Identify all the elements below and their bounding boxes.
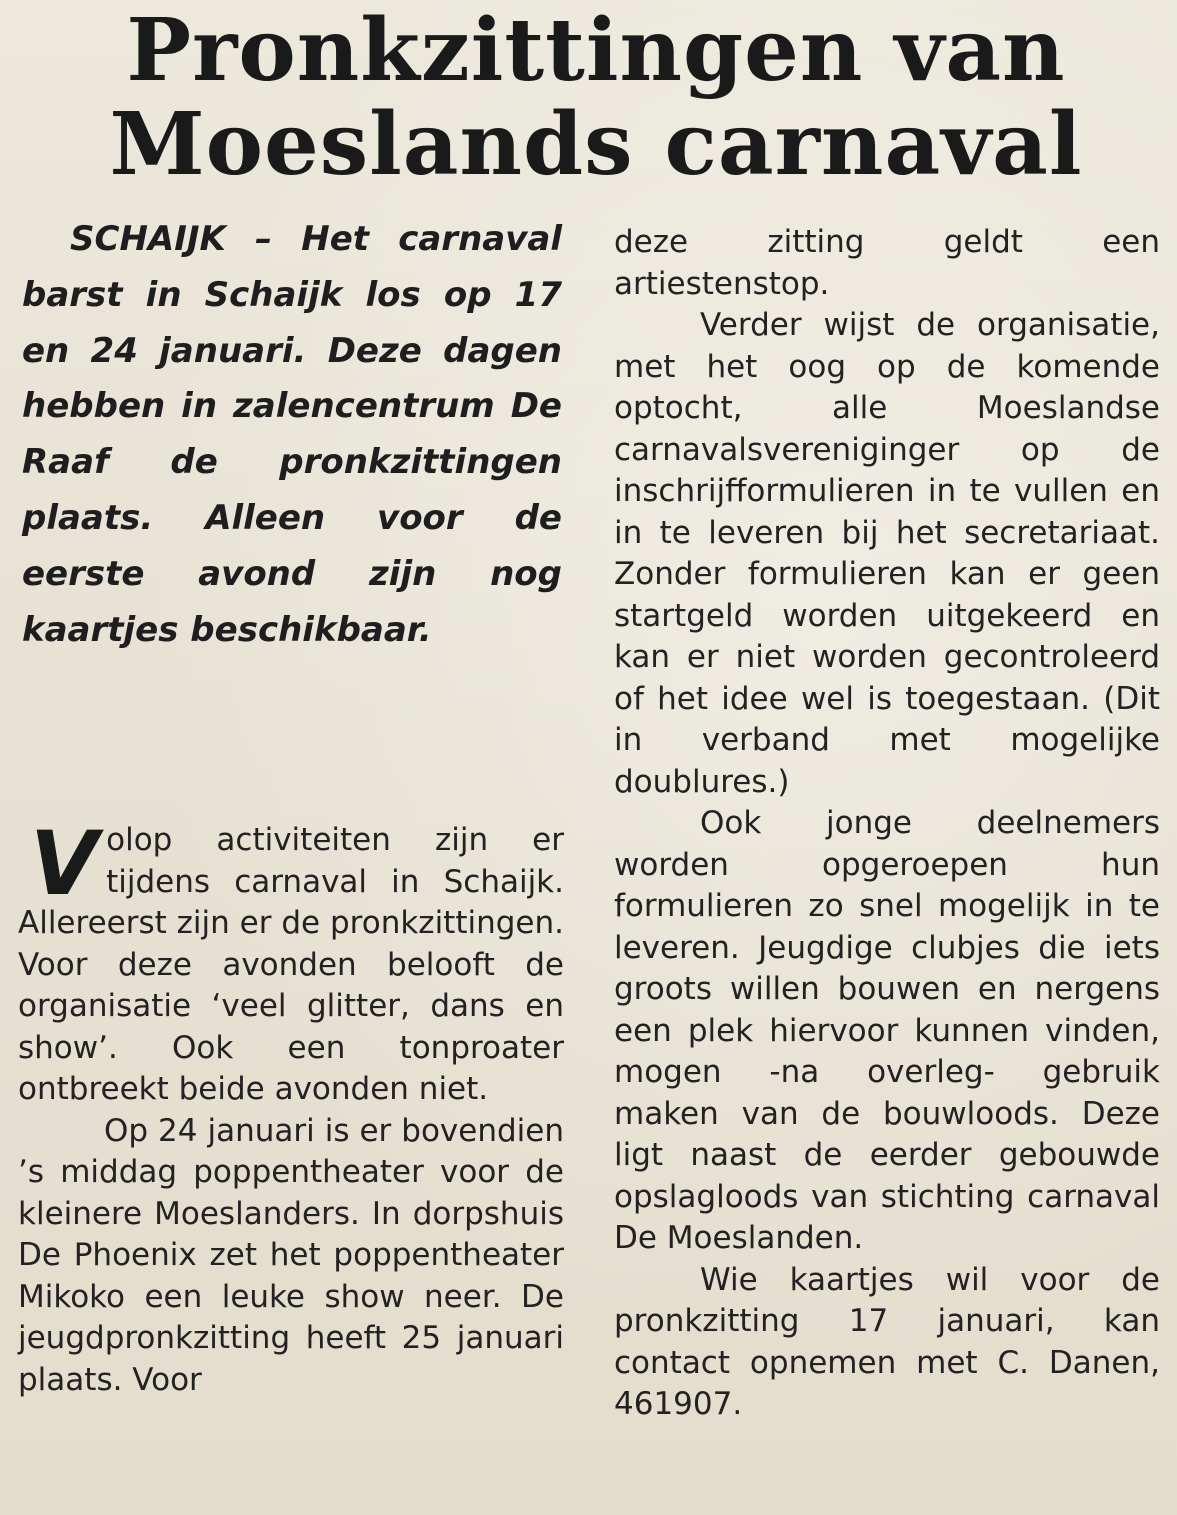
left-paragraph-2: Op 24 januari is er bovendien ’s middag poppentheater voor de kleinere Moeslanders. In dorpshuis De Phoenix zet het poppentheater Mikoko een leuke show neer. De jeugdpronkzitting heeft 25 januari plaats. Voor <box>18 1112 564 1398</box>
right-paragraph-3: Wie kaartjes wil voor de pronkzitting 17 januari, kan contact opnemen met C. Danen, 461907. <box>614 1261 1160 1422</box>
opening-paragraph <box>18 812 564 1111</box>
right-paragraph-1: Verder wijst de organisatie, met het oog op de komende optocht, alle Moeslandse carnavalsvereniginger op de inschrijfformulieren in te vullen en in te leveren bij het secretariaat. Zonder formulieren kan er geen startgeld worden uitgekeerd en kan er niet worden gecontroleerd of het idee wel is toegestaan. (Dit in verband met mogelijke doublures.) <box>614 307 1160 800</box>
opening-paragraph-text: olop activiteiten zijn er tijdens carnaval in Schaijk. Allereerst zijn er de pronkzittingen. Voor deze avonden belooft de organisatie ‘veel glitter, dans en show’. Ook een tonproater ontbreekt beide avonden niet. <box>18 822 564 1107</box>
left-column <box>18 812 564 1401</box>
headline: Pronkzittingen van Moeslands carnaval <box>109 0 1083 195</box>
drop-cap: V <box>30 812 99 915</box>
continued-paragraph: deze zitting geldt een artiestenstop. <box>614 224 1160 302</box>
lead-paragraph: SCHAIJK – Het carnaval barst in Schaijk los op 17 en 24 januari. Deze dagen hebben in zalencentrum De Raaf de pronkzittingen plaats. Alleen voor de eerste avond zijn nog kaartjes beschikbaar. <box>22 219 562 650</box>
right-paragraph-2: Ook jonge deelnemers worden opgeroepen hun formulieren zo snel mogelijk in te leveren. Jeugdige clubjes die iets groots willen bouwen en nergens een plek hiervoor kunnen vinden, mogen -na overleg- gebruik maken van de bouwloods. Deze ligt naast de eerder gebouwde opslagloods van stichting carnaval De Moeslanden. <box>614 805 1160 1256</box>
right-column <box>614 222 1160 1426</box>
